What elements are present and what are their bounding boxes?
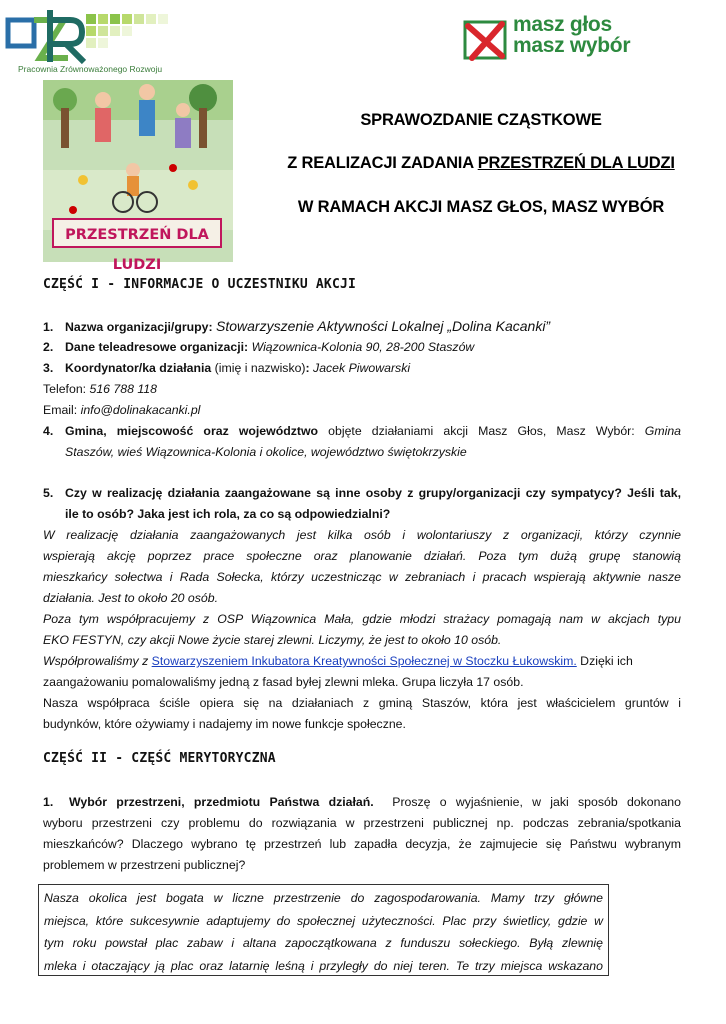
mg-line1: masz głos <box>513 13 612 36</box>
box-line1: Nasza okolica jest bogata w liczne przestrzenie do zagospodarowania. Mamy trzy główne <box>44 891 603 905</box>
item1-num: 1. <box>43 320 54 334</box>
part2-heading: CZĘŚĆ II - CZĘŚĆ MERYTORYCZNA <box>43 751 276 766</box>
phone-line <box>43 379 157 401</box>
item5-question-line2: ile to osób? Jaka jest ich rola, za co są odpowiedzialni? <box>65 507 391 521</box>
answer-line3: mieszkańcy sołectwa i Rada Sołecka, którzy uczestnicząc w zebraniach i pracach wspierają aktywnie nasze <box>43 570 681 584</box>
part1-heading: CZĘŚĆ I - INFORMACJE O UCZESTNIKU AKCJI <box>43 277 357 292</box>
poster-label: PRZESTRZEŃ DLA LUDZI <box>52 218 222 248</box>
item5-q1: Czy w realizację działania zaangażowane są inne osoby z grupy/organizacji czy sympatycy? Jeśli tak, <box>65 486 681 500</box>
item4-value2: Staszów, wieś Wiązownica-Kolonia i okolice, województwo świętokrzyskie <box>65 445 467 459</box>
email-line <box>43 400 200 422</box>
ballot-check-icon <box>462 16 510 62</box>
item3-label: Koordynator/ka działania <box>65 361 212 375</box>
subtitle-prefix: Z REALIZACJI ZADANIA <box>287 154 478 172</box>
item1-value: Stowarzyszenie Aktywności Lokalnej „Dolina Kacanki” <box>216 318 551 334</box>
item3-mid: (imię i nazwisko) <box>211 361 306 375</box>
answer-line6: EKO FESTYN, czy akcji Nowe życie starej zlewni. Liczymy, że jest to około 10 osób. <box>43 633 502 647</box>
masz-glos-logo-text <box>513 14 630 56</box>
item4-mid: objęte działaniami akcji Masz Głos, Masz Wybór: <box>318 424 645 438</box>
poster-image <box>43 80 233 273</box>
inkubator-link[interactable]: Stowarzyszeniem Inkubatora Kreatywności Społecznej w Stoczku Łukowskim. <box>151 654 577 668</box>
item1-label: Nazwa organizacji/grupy: <box>65 320 217 334</box>
q1-label: Wybór przestrzeni, przedmiotu Państwa działań. <box>69 795 374 809</box>
item5-question-line1 <box>43 483 681 505</box>
answer-box <box>38 884 609 976</box>
report-subtitle-action: W RAMACH AKCJI MASZ GŁOS, MASZ WYBÓR <box>297 198 665 216</box>
answer-line7-b: Dzięki ich <box>576 654 633 668</box>
answer-line8: zaangażowaniu pomalowaliśmy jedną z fasad byłej zlewni mleka. Grupa liczyła 17 osób. <box>43 675 524 689</box>
answer-line7 <box>43 651 633 673</box>
phone-label: Telefon: <box>43 382 90 396</box>
answer-line5: Poza tym współpracujemy z OSP Wiązownica Mała, gdzie młodzi strażacy pomagają nam w akcjach typu <box>43 612 681 626</box>
q1-num: 1. <box>43 795 54 809</box>
item2-num: 2. <box>43 340 54 354</box>
box-line4: mleka i otaczający ją plac oraz latarnię leśną i przyległy do niej teren. Te trzy miejsca wskazano <box>44 958 603 973</box>
item2 <box>43 337 474 359</box>
answer-line2: wspierają akcję poprzez prace społeczne oraz planowanie działań. Poza tym dużą grupę stanowią <box>43 549 681 563</box>
phone-value: 516 788 118 <box>89 382 157 396</box>
mg-line2: masz wybór <box>513 34 631 57</box>
email-label: Email: <box>43 403 81 417</box>
answer-line4: działania. Jest to około 20 osób. <box>43 591 219 605</box>
task-name: PRZESTRZEŃ DLA LUDZI <box>477 154 675 172</box>
q1-line2: wyboru przestrzeni czy problemu do rozwiązania w przestrzeni publicznej np. podczas zebrania/spotkania <box>43 816 681 830</box>
q1-line3: mieszkańców? Dlaczego wybrano tę przestrzeń lub zapadła decyzja, że zajmujecie się Państwu wybranym <box>43 837 681 851</box>
email-value: info@dolinakacanki.pl <box>80 403 201 417</box>
item3 <box>43 358 410 380</box>
item3-num: 3. <box>43 361 54 375</box>
item4-label: Gmina, miejscowość oraz województwo <box>65 424 319 438</box>
box-line3: tym roku powstał plac zabaw i altana zapoczątkowana z funduszu sołeckiego. Byłą zlewnię <box>44 936 603 950</box>
q1-l1-rest: Proszę o wyjaśnienie, w jaki sposób dokonano <box>392 795 681 809</box>
item2-label: Dane teleadresowe organizacji: <box>65 340 252 354</box>
q1-line1 <box>43 792 681 814</box>
box-line2: miejsca, które sukcesywnie adaptujemy do społecznej użyteczności. Plac przy świetlicy, gdzie w <box>44 913 603 928</box>
item4-num: 4. <box>43 424 54 438</box>
item3-value: Jacek Piwowarski <box>313 361 411 375</box>
item1 <box>43 316 550 339</box>
report-title: SPRAWOZDANIE CZĄSTKOWE <box>360 111 602 129</box>
item4-value1: Gmina <box>644 424 681 438</box>
report-subtitle <box>236 154 726 173</box>
item5-num: 5. <box>43 486 54 500</box>
answer-line10: budynków, które ożywiamy i nadajemy im nowe funkcje społeczne. <box>43 717 406 731</box>
item2-value: Wiązownica-Kolonia 90, 28-200 Staszów <box>251 340 475 354</box>
item3-colon: : <box>305 361 314 375</box>
q1-line4: problemem w przestrzeni publicznej? <box>43 858 246 872</box>
pzr-subtitle: Pracownia Zrównoważonego Rozwoju <box>18 64 163 74</box>
answer-line1: W realizację działania zaangażowanych jest kilka osób i wolontariuszy z organizacji, którzy czynnie <box>43 528 681 542</box>
answer-line9: Nasza współpraca ściśle opiera się na działaniach z gminą Staszów, która jest właścicielem gruntów i <box>43 696 681 710</box>
answer-line7-a: Współprowaliśmy z <box>43 654 152 668</box>
item4-line1 <box>43 421 681 443</box>
